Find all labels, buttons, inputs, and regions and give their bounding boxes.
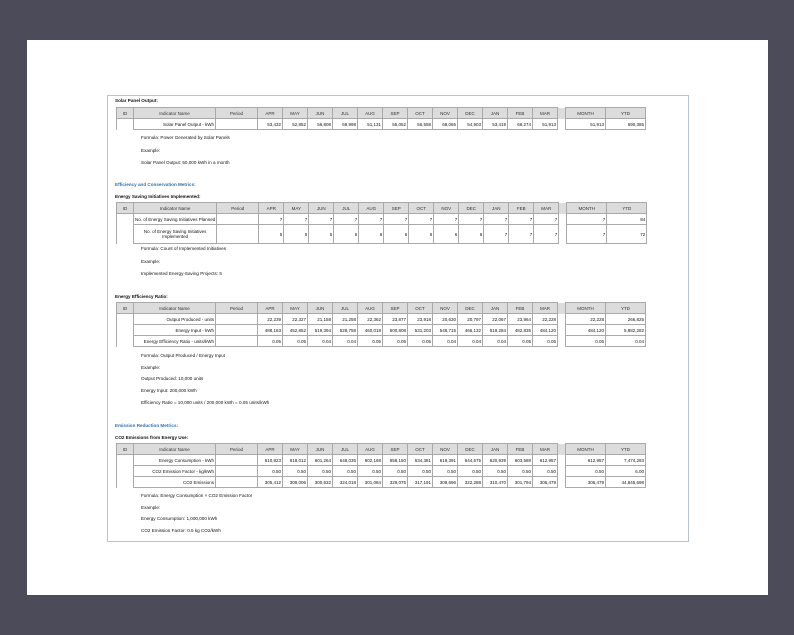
header-month-nov: NOV <box>433 108 458 119</box>
header-month-dec: DEC <box>458 108 483 119</box>
header-month-dec: DEC <box>458 444 483 455</box>
header-month-may: MAY <box>283 108 308 119</box>
table-row <box>117 336 646 347</box>
cell-value-oct[interactable]: 23,918 <box>408 314 433 325</box>
cell-value-feb[interactable]: 7 <box>509 225 534 244</box>
cell-value-jun[interactable]: 0.50 <box>308 466 333 477</box>
cell-value-aug[interactable]: 301,084 <box>358 477 383 488</box>
cell-value-jun[interactable]: 0.04 <box>308 336 333 347</box>
header-indicator-name: Indicator Name <box>134 444 216 455</box>
cell-ytd[interactable]: 690,385 <box>606 119 646 130</box>
column-gap <box>558 108 566 119</box>
cell-value-dec[interactable]: 7 <box>459 214 484 225</box>
cell-value-jul[interactable]: 69,998 <box>333 119 358 130</box>
table-row <box>117 214 647 225</box>
cell-value-apr[interactable]: 7 <box>259 214 284 225</box>
header-month-jun: JUN <box>308 108 333 119</box>
header-month-total: MONTH <box>567 203 607 214</box>
cell-value-jul[interactable]: 7 <box>334 214 359 225</box>
header-month-oct: OCT <box>408 303 433 314</box>
cell-value-sep[interactable]: 23,877 <box>383 314 408 325</box>
cell-value-may[interactable]: 52,852 <box>283 119 308 130</box>
header-period: Period <box>216 108 258 119</box>
cell-id[interactable] <box>117 336 134 347</box>
cell-value-mar[interactable]: 0.50 <box>533 466 558 477</box>
ratio-section-title: Energy Efficiency Ratio: <box>115 294 168 299</box>
header-month-jan: JAN <box>483 108 508 119</box>
initiatives-note-1: Example: <box>141 258 161 264</box>
table-header-row <box>117 444 646 455</box>
cell-value-feb[interactable]: 23,964 <box>508 314 533 325</box>
cell-value-oct[interactable]: 317,191 <box>408 477 433 488</box>
header-month-jan: JAN <box>483 444 508 455</box>
ratio-note-4: Efficiency Ratio = 10,000 units / 200,000 kWh = 0.05 units/kWh <box>141 399 270 405</box>
cell-month-total[interactable]: 22,228 <box>566 314 606 325</box>
cell-value-apr[interactable]: 22,239 <box>258 314 283 325</box>
cell-value-dec[interactable]: 0.50 <box>458 466 483 477</box>
co2-note-3: CO2 Emission Factor: 0.5 kg CO2/kWh <box>141 528 221 534</box>
column-gap <box>558 325 566 336</box>
cell-value-jun[interactable]: 5 <box>309 225 334 244</box>
cell-value-sep[interactable]: 329,075 <box>383 477 408 488</box>
solar-note-1: Example: <box>141 147 161 153</box>
cell-indicator-name[interactable]: Solar Panel Output - kWh <box>134 119 216 130</box>
header-month-nov: NOV <box>433 444 458 455</box>
table-row <box>117 119 646 130</box>
header-ytd: YTD <box>606 303 646 314</box>
header-id: ID <box>117 303 134 314</box>
header-month-dec: DEC <box>458 303 483 314</box>
cell-ytd[interactable]: 0.04 <box>606 336 646 347</box>
header-ytd: YTD <box>606 444 646 455</box>
header-month-sep: SEP <box>383 108 408 119</box>
table-row <box>117 455 646 466</box>
cell-period[interactable] <box>216 336 258 347</box>
header-month-mar: MAR <box>534 203 559 214</box>
cell-value-jan[interactable]: 7 <box>484 225 509 244</box>
solar-table <box>116 107 646 130</box>
cell-value-jul[interactable]: 6 <box>334 225 359 244</box>
cell-value-jun[interactable]: 519,394 <box>308 325 333 336</box>
table-header-row <box>117 303 646 314</box>
cell-value-sep[interactable]: 6 <box>384 225 409 244</box>
cell-period[interactable] <box>216 477 258 488</box>
cell-value-jan[interactable]: 0.50 <box>483 466 508 477</box>
header-month-dec: DEC <box>459 203 484 214</box>
cell-period[interactable] <box>216 119 258 130</box>
cell-period[interactable] <box>216 466 258 477</box>
column-gap <box>559 225 567 244</box>
header-indicator-name: Indicator Name <box>134 203 217 214</box>
cell-period[interactable] <box>216 455 258 466</box>
cell-value-dec[interactable]: 20,797 <box>458 314 483 325</box>
cell-value-jul[interactable]: 0.04 <box>333 336 358 347</box>
cell-indicator-name[interactable]: CO2 Emissions <box>134 477 216 488</box>
solar-note-0: Formula: Power Generated by Solar Panels <box>141 135 230 140</box>
cell-value-nov[interactable]: 68,065 <box>433 119 458 130</box>
cell-indicator-name[interactable]: CO2 Emission Factor - kg/kWh <box>134 466 216 477</box>
cell-value-jul[interactable]: 21,258 <box>333 314 358 325</box>
header-month-jun: JUN <box>308 303 333 314</box>
cell-indicator-name[interactable]: No. of Energy Saving Initiatives Planned <box>134 214 217 225</box>
header-month-feb: FEB <box>508 444 533 455</box>
cell-value-aug[interactable]: 0.05 <box>358 336 383 347</box>
cell-value-dec[interactable]: 322,288 <box>458 477 483 488</box>
column-gap <box>558 477 566 488</box>
header-month-jan: JAN <box>483 303 508 314</box>
initiatives-table <box>116 202 647 244</box>
cell-value-apr[interactable]: 0.05 <box>258 336 283 347</box>
header-period: Period <box>217 203 259 214</box>
cell-value-jan[interactable]: 620,939 <box>483 455 508 466</box>
cell-value-dec[interactable]: 6 <box>459 225 484 244</box>
cell-indicator-name[interactable]: Energy Efficiency Ratio - units/kWh <box>134 336 216 347</box>
cell-value-dec[interactable]: 466,132 <box>458 325 483 336</box>
header-month-may: MAY <box>283 303 308 314</box>
cell-id[interactable] <box>117 314 134 325</box>
cell-id[interactable] <box>117 466 134 477</box>
header-ytd: YTD <box>607 203 647 214</box>
cell-value-nov[interactable]: 0.04 <box>433 336 458 347</box>
cell-value-feb[interactable]: 0.05 <box>508 336 533 347</box>
cell-value-feb[interactable]: 603,588 <box>508 455 533 466</box>
ratio-note-0: Formula: Output Produced / Energy Input <box>141 353 226 358</box>
column-gap <box>558 336 566 347</box>
header-ytd: YTD <box>606 108 646 119</box>
cell-value-oct[interactable]: 531,203 <box>408 325 433 336</box>
cell-value-jan[interactable]: 310,470 <box>483 477 508 488</box>
co2-note-0: Formula: Energy Consumption × CO2 Emission Factor <box>141 493 253 498</box>
column-gap <box>559 203 567 214</box>
cell-value-jul[interactable]: 528,758 <box>333 325 358 336</box>
cell-value-feb[interactable]: 0.50 <box>508 466 533 477</box>
cell-value-apr[interactable]: 53,432 <box>258 119 283 130</box>
cell-value-apr[interactable]: 5 <box>259 225 284 244</box>
cell-value-mar[interactable]: 612,957 <box>533 455 558 466</box>
cell-indicator-name[interactable]: Energy Consumption - kWh <box>134 455 216 466</box>
cell-value-aug[interactable]: 51,131 <box>358 119 383 130</box>
cell-value-jun[interactable]: 601,264 <box>308 455 333 466</box>
column-gap <box>558 466 566 477</box>
cell-ytd[interactable]: 6.00 <box>606 466 646 477</box>
header-month-nov: NOV <box>433 303 458 314</box>
cell-value-may[interactable]: 309,006 <box>283 477 308 488</box>
column-gap <box>558 444 566 455</box>
cell-value-sep[interactable]: 55,052 <box>383 119 408 130</box>
cell-value-apr[interactable]: 610,823 <box>258 455 283 466</box>
cell-value-nov[interactable]: 7 <box>434 214 459 225</box>
cell-value-nov[interactable]: 619,391 <box>433 455 458 466</box>
header-month-apr: APR <box>258 444 283 455</box>
cell-id[interactable] <box>117 477 134 488</box>
cell-value-apr[interactable]: 305,412 <box>258 477 283 488</box>
cell-value-jul[interactable]: 648,035 <box>333 455 358 466</box>
header-month-jul: JUL <box>334 203 359 214</box>
header-month-jun: JUN <box>309 203 334 214</box>
cell-value-feb[interactable]: 301,794 <box>508 477 533 488</box>
cell-value-jul[interactable]: 0.50 <box>333 466 358 477</box>
cell-value-aug[interactable]: 460,018 <box>358 325 383 336</box>
cell-value-jan[interactable]: 0.04 <box>483 336 508 347</box>
table-row <box>117 314 646 325</box>
cell-month-total[interactable]: 7 <box>567 225 607 244</box>
ratio-note-1: Example: <box>141 364 161 370</box>
header-month-oct: OCT <box>408 108 433 119</box>
ratio-note-2: Output Produced: 10,000 units <box>141 376 204 382</box>
header-month-feb: FEB <box>508 303 533 314</box>
header-month-may: MAY <box>284 203 309 214</box>
cell-value-oct[interactable]: 7 <box>409 214 434 225</box>
header-month-jun: JUN <box>308 444 333 455</box>
cell-value-jan[interactable]: 519,284 <box>483 325 508 336</box>
cell-month-total[interactable]: 0.05 <box>566 336 606 347</box>
cell-month-total[interactable]: 0.50 <box>566 466 606 477</box>
emission-heading: Emission Reduction Metrics: <box>115 423 179 428</box>
cell-value-nov[interactable]: 6 <box>434 225 459 244</box>
cell-value-oct[interactable]: 634,381 <box>408 455 433 466</box>
header-month-sep: SEP <box>384 203 409 214</box>
co2-table <box>116 443 646 488</box>
cell-value-sep[interactable]: 0.50 <box>383 466 408 477</box>
cell-id[interactable] <box>117 214 134 225</box>
cell-indicator-name[interactable]: Output Produced - units <box>134 314 216 325</box>
cell-ytd[interactable]: 266,825 <box>606 314 646 325</box>
cell-value-jan[interactable]: 7 <box>484 214 509 225</box>
header-period: Period <box>216 303 258 314</box>
cell-id[interactable] <box>117 455 134 466</box>
cell-value-jan[interactable]: 53,419 <box>483 119 508 130</box>
header-month-apr: APR <box>259 203 284 214</box>
cell-month-total[interactable]: 51,913 <box>566 119 606 130</box>
cell-period[interactable] <box>217 225 259 244</box>
solar-section-title: Solar Panel Output: <box>115 98 158 103</box>
cell-ytd[interactable]: 7,474,283 <box>606 455 646 466</box>
cell-value-dec[interactable]: 0.04 <box>458 336 483 347</box>
cell-value-nov[interactable]: 20,630 <box>433 314 458 325</box>
header-id: ID <box>117 203 134 214</box>
column-gap <box>558 303 566 314</box>
header-month-total: MONTH <box>566 444 606 455</box>
cell-value-sep[interactable]: 658,150 <box>383 455 408 466</box>
cell-ytd[interactable]: 72 <box>607 225 647 244</box>
cell-value-oct[interactable]: 0.05 <box>408 336 433 347</box>
cell-id[interactable] <box>117 119 134 130</box>
header-month-total: MONTH <box>566 303 606 314</box>
header-month-sep: SEP <box>383 303 408 314</box>
header-month-aug: AUG <box>358 303 383 314</box>
co2-note-2: Energy Consumption: 1,000,000 kWh <box>141 516 218 522</box>
cell-value-aug[interactable]: 22,362 <box>358 314 383 325</box>
cell-value-oct[interactable]: 56,558 <box>408 119 433 130</box>
header-id: ID <box>117 108 134 119</box>
cell-ytd[interactable]: 84 <box>607 214 647 225</box>
cell-month-total[interactable]: 7 <box>567 214 607 225</box>
cell-value-apr[interactable]: 0.50 <box>258 466 283 477</box>
table-row <box>117 325 646 336</box>
column-gap <box>558 314 566 325</box>
cell-value-jun[interactable]: 56,808 <box>308 119 333 130</box>
cell-month-total[interactable]: 484,120 <box>566 325 606 336</box>
header-month-aug: AUG <box>358 108 383 119</box>
cell-value-sep[interactable]: 7 <box>384 214 409 225</box>
header-month-aug: AUG <box>358 444 383 455</box>
cell-value-jan[interactable]: 22,067 <box>483 314 508 325</box>
cell-value-aug[interactable]: 602,168 <box>358 455 383 466</box>
cell-indicator-name[interactable]: Energy Input - kWh <box>134 325 216 336</box>
cell-value-nov[interactable]: 548,715 <box>433 325 458 336</box>
table-header-row <box>117 108 646 119</box>
header-month-aug: AUG <box>359 203 384 214</box>
header-month-apr: APR <box>258 303 283 314</box>
cell-ytd[interactable]: 5,982,282 <box>606 325 646 336</box>
header-month-feb: FEB <box>508 108 533 119</box>
cell-value-may[interactable]: 0.50 <box>283 466 308 477</box>
cell-value-mar[interactable]: 22,228 <box>533 314 558 325</box>
cell-value-sep[interactable]: 0.05 <box>383 336 408 347</box>
initiatives-section-title: Energy Saving Initiatives Implemented: <box>115 194 201 199</box>
cell-value-feb[interactable]: 66,274 <box>508 119 533 130</box>
cell-value-jul[interactable]: 324,018 <box>333 477 358 488</box>
ratio-note-3: Energy Input: 200,000 kWh <box>141 388 197 394</box>
co2-section-title: CO2 Emissions from Energy Use: <box>115 435 189 440</box>
cell-indicator-name[interactable]: No. of Energy Saving Initiatives Implemented <box>134 225 217 244</box>
cell-value-oct[interactable]: 6 <box>409 225 434 244</box>
header-month-jul: JUL <box>333 444 358 455</box>
table-row <box>117 225 647 244</box>
initiatives-note-0: Formula: Count of Implemented Initiatives <box>141 246 227 251</box>
cell-value-feb[interactable]: 482,835 <box>508 325 533 336</box>
cell-month-total[interactable]: 612,957 <box>566 455 606 466</box>
cell-value-aug[interactable]: 6 <box>359 225 384 244</box>
cell-value-may[interactable]: 0.05 <box>283 336 308 347</box>
table-row <box>117 466 646 477</box>
header-month-oct: OCT <box>408 444 433 455</box>
initiatives-note-2: Implemented Energy-Saving Projects: 5 <box>141 271 222 276</box>
header-month-oct: OCT <box>409 203 434 214</box>
column-gap <box>559 214 567 225</box>
cell-value-mar[interactable]: 306,479 <box>533 477 558 488</box>
cell-value-feb[interactable]: 7 <box>509 214 534 225</box>
cell-value-nov[interactable]: 309,696 <box>433 477 458 488</box>
header-month-may: MAY <box>283 444 308 455</box>
cell-value-dec[interactable]: 644,575 <box>458 455 483 466</box>
cell-value-nov[interactable]: 0.50 <box>433 466 458 477</box>
header-month-total: MONTH <box>566 108 606 119</box>
solar-note-2: Solar Panel Output: 50,000 kWh in a month <box>141 160 230 165</box>
efficiency-heading: Efficiency and Conservation Metrics: <box>115 182 196 187</box>
cell-id[interactable] <box>117 225 134 244</box>
cell-ytd[interactable]: 44,845,698 <box>606 477 646 488</box>
header-month-nov: NOV <box>434 203 459 214</box>
co2-note-1: Example: <box>141 504 161 510</box>
ratio-table <box>116 302 646 347</box>
cell-value-dec[interactable]: 54,903 <box>458 119 483 130</box>
cell-value-mar[interactable]: 7 <box>534 225 559 244</box>
table-header-row <box>117 203 647 214</box>
header-month-sep: SEP <box>383 444 408 455</box>
cell-value-jun[interactable]: 7 <box>309 214 334 225</box>
cell-value-jun[interactable]: 300,632 <box>308 477 333 488</box>
cell-value-sep[interactable]: 500,808 <box>383 325 408 336</box>
header-month-mar: MAR <box>533 108 558 119</box>
cell-month-total[interactable]: 306,479 <box>566 477 606 488</box>
header-indicator-name: Indicator Name <box>134 303 216 314</box>
cell-value-mar[interactable]: 7 <box>534 214 559 225</box>
cell-value-mar[interactable]: 51,913 <box>533 119 558 130</box>
cell-value-mar[interactable]: 0.05 <box>533 336 558 347</box>
column-gap <box>558 455 566 466</box>
cell-value-jun[interactable]: 21,158 <box>308 314 333 325</box>
cell-value-mar[interactable]: 484,120 <box>533 325 558 336</box>
cell-value-may[interactable]: 452,852 <box>283 325 308 336</box>
header-indicator-name: Indicator Name <box>134 108 216 119</box>
cell-value-may[interactable]: 618,012 <box>283 455 308 466</box>
cell-value-aug[interactable]: 7 <box>359 214 384 225</box>
cell-period[interactable] <box>217 214 259 225</box>
header-period: Period <box>216 444 258 455</box>
header-month-apr: APR <box>258 108 283 119</box>
header-month-feb: FEB <box>509 203 534 214</box>
header-month-mar: MAR <box>533 303 558 314</box>
column-gap <box>558 119 566 130</box>
header-month-mar: MAR <box>533 444 558 455</box>
cell-period[interactable] <box>216 314 258 325</box>
cell-period[interactable] <box>216 325 258 336</box>
header-month-jul: JUL <box>333 303 358 314</box>
cell-value-may[interactable]: 22,327 <box>283 314 308 325</box>
cell-value-may[interactable]: 5 <box>284 225 309 244</box>
header-month-jan: JAN <box>484 203 509 214</box>
header-id: ID <box>117 444 134 455</box>
cell-value-aug[interactable]: 0.50 <box>358 466 383 477</box>
table-row <box>117 477 646 488</box>
header-month-jul: JUL <box>333 108 358 119</box>
cell-value-oct[interactable]: 0.50 <box>408 466 433 477</box>
cell-value-may[interactable]: 7 <box>284 214 309 225</box>
cell-value-apr[interactable]: 488,163 <box>258 325 283 336</box>
cell-id[interactable] <box>117 325 134 336</box>
